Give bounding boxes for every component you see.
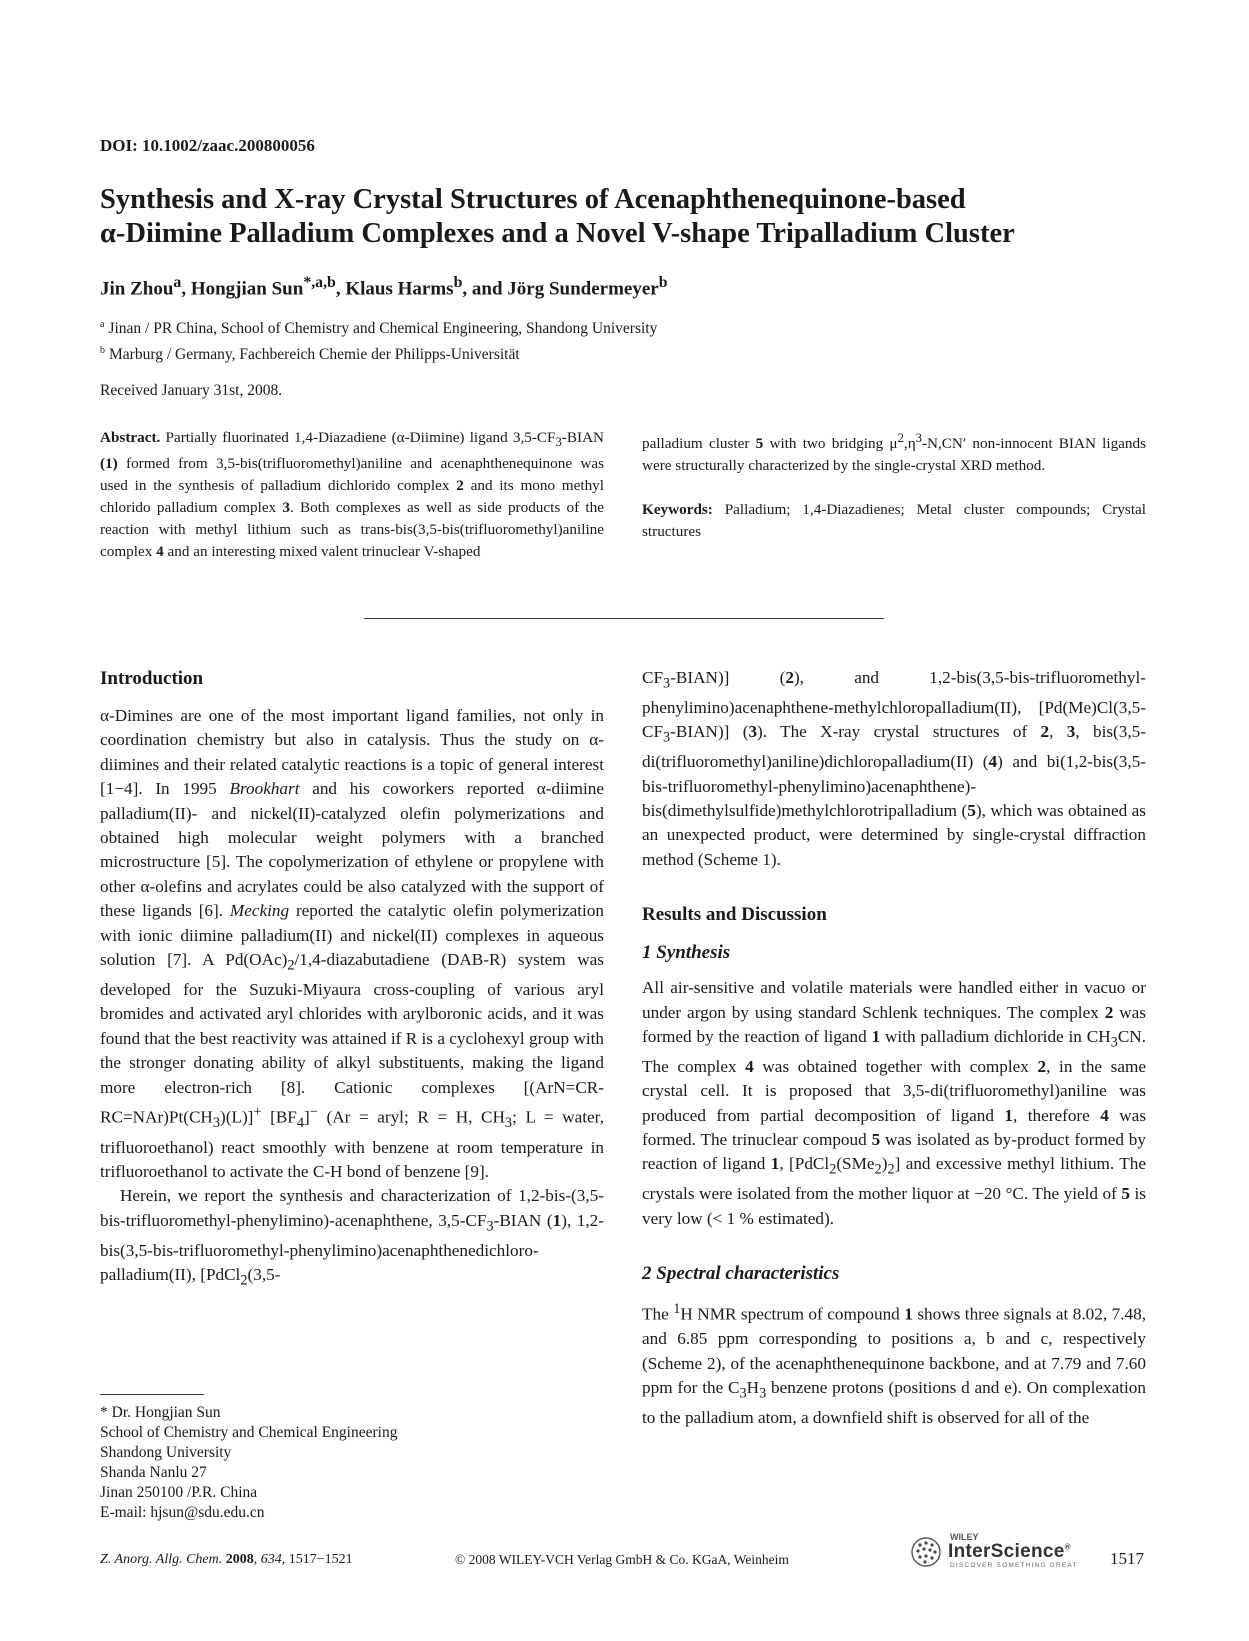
compound-number: 2 bbox=[785, 668, 794, 687]
interscience-logo bbox=[910, 1532, 1080, 1570]
article-title bbox=[100, 183, 1160, 251]
body-text: CF bbox=[642, 668, 664, 687]
body-text: ) bbox=[881, 1154, 888, 1174]
footnote-line: E-mail: hjsun@sdu.edu.cn bbox=[100, 1504, 265, 1521]
subscript: 2 bbox=[829, 1161, 837, 1178]
compound-number: 1 bbox=[770, 1154, 780, 1174]
author-name: Hongjian Sun bbox=[190, 278, 304, 300]
body-text: ), 1,2-bis(3,5-bis-trifluoromethyl-phenylimino)acenaphthenedichloro-palladium(II), [PdCl bbox=[100, 1210, 604, 1284]
abstract-continued bbox=[642, 427, 1146, 477]
doi: DOI: 10.1002/zaac.200800056 bbox=[100, 136, 315, 155]
journal-citation: Z. Anorg. Allg. Chem. 2008, 634, 1517−1521 bbox=[100, 1552, 353, 1567]
superscript: − bbox=[309, 1103, 318, 1120]
compound-number: 3 bbox=[282, 499, 290, 517]
left-column bbox=[100, 666, 604, 1293]
body-text: )(L)] bbox=[220, 1107, 254, 1127]
author-mark: b bbox=[658, 274, 668, 291]
body-text: ), and 1,2-bis(3,5-bis-trifluoromethyl-phenylimino)acenaphthene-methylchloropalladium(II), [Pd(Me)Cl(3,5-CF bbox=[642, 668, 1146, 742]
abstract-text: and an interesting mixed valent trinuclear V-shaped bbox=[163, 543, 481, 561]
synthesis-subheading: 1 Synthesis bbox=[642, 942, 731, 964]
intro-paragraph-1 bbox=[100, 704, 604, 1184]
body-text: H NMR spectrum of compound bbox=[680, 1304, 905, 1324]
compound-number: 1 bbox=[552, 1210, 562, 1230]
spacer bbox=[642, 1231, 1146, 1261]
compound-number: 4 bbox=[988, 752, 998, 772]
subscript: 3 bbox=[663, 675, 671, 692]
body-text: , [PdCl bbox=[779, 1154, 830, 1174]
affiliation-b bbox=[100, 340, 657, 366]
journal-volume: 634 bbox=[260, 1552, 282, 1567]
compound-number: 5 bbox=[871, 1130, 881, 1149]
author-name: Jin Zhou bbox=[100, 278, 174, 300]
body-text: All air-sensitive and volatile materials were handled either in vacuo or under argon by using standard Schlenk techniques. The complex bbox=[642, 978, 1146, 1022]
body-text: was formed. The trinuclear compoud bbox=[642, 1105, 1147, 1149]
body-text: /1,4-diazabutadiene (DAB-R) system was developed for the Suzuki-Miyaura cross-coupling of various aryl bromides and activated aryl chlorides with arylboronic acids, and it was found that the best reactivity was attained if R is a cyclohexyl group with the stronger donating ability of alkyl substituents, making the ligand more electron-rich [8]. Cationic complexes [(ArN=CR-RC=NAr)Pt(CH bbox=[100, 950, 605, 1127]
compound-number: 5 bbox=[755, 435, 764, 453]
compound-number: 2 bbox=[1104, 1002, 1114, 1022]
body-text: benzene protons (positions d and e). On complexation to the palladium atom, a downfield shift is observed for all of the bbox=[642, 1378, 1146, 1427]
body-text: -BIAN ( bbox=[493, 1210, 553, 1230]
compound-number: 5 bbox=[967, 800, 976, 820]
footnote-line: School of Chemistry and Chemical Engineering bbox=[100, 1424, 398, 1441]
subscript: 3 bbox=[663, 729, 671, 746]
body-text: was formed by the reaction of ligand bbox=[642, 1002, 1146, 1046]
logo-name-text: InterScience bbox=[948, 1541, 1065, 1562]
author-mark: b bbox=[453, 274, 463, 291]
spectral-subheading: 2 Spectral characteristics bbox=[642, 1263, 840, 1285]
subscript: 3 bbox=[555, 435, 562, 450]
author-ref: Brookhart bbox=[229, 779, 300, 799]
body-text: The bbox=[642, 1304, 674, 1324]
affiliation-text: Marburg / Germany, Fachbereich Chemie der Philipps-Universität bbox=[109, 346, 520, 364]
compound-number: 4 bbox=[745, 1056, 754, 1076]
subscript: 3 bbox=[486, 1218, 494, 1235]
body-text: CN. The complex bbox=[642, 1026, 1146, 1076]
spectral-paragraph bbox=[642, 1297, 1146, 1430]
abstract-text: with two bridging μ bbox=[763, 435, 898, 453]
compound-number: 2 bbox=[456, 477, 464, 495]
subscript: 3 bbox=[504, 1115, 513, 1132]
abstract-label: Abstract. bbox=[100, 429, 161, 446]
compound-number: 3 bbox=[748, 722, 758, 742]
journal-pages: 1517−1521 bbox=[288, 1552, 353, 1567]
subscript: 4 bbox=[296, 1115, 305, 1132]
body-text: ; L = water, trifluoroethanol) react smoothly with benzene at room temperature in trifluoroethanol to activate the C-H bond of benzene [9]. bbox=[100, 1107, 605, 1181]
compound-number: 3 bbox=[1066, 722, 1076, 742]
superscript: 3 bbox=[915, 431, 922, 445]
subscript: 2 bbox=[287, 957, 295, 974]
journal-year: 2008 bbox=[225, 1552, 254, 1567]
body-text: ] and excessive methyl lithium. The crystals were isolated from the mother liquor at −20 °C. The yield of bbox=[642, 1154, 1146, 1204]
keywords bbox=[642, 499, 1146, 543]
body-text: , bbox=[1049, 722, 1067, 742]
footnote-line: Shandong University bbox=[100, 1444, 232, 1461]
body-text: H bbox=[746, 1378, 760, 1398]
copyright: © 2008 WILEY-VCH Verlag GmbH & Co. KGaA, Weinheim bbox=[455, 1552, 789, 1567]
keywords-label: Keywords: bbox=[642, 501, 713, 519]
abstract-text: Partially fluorinated 1,4-Diazadiene (α-Diimine) ligand 3,5-CF bbox=[165, 429, 556, 446]
right-column bbox=[642, 666, 1146, 1430]
body-text: Herein, we report the synthesis and characterization of 1,2-bis-(3,5-bis-trifluoromethyl-phenylimino)-acenaphthene, 3,5-CF bbox=[100, 1186, 604, 1230]
footnote-line: * Dr. Hongjian Sun bbox=[100, 1404, 221, 1421]
superscript: 1 bbox=[673, 1301, 681, 1318]
author-ref: Mecking bbox=[229, 901, 290, 921]
abstract-text: -N,CN′ non-innocent BIAN ligands were structurally characterized by the single-crystal XRD method. bbox=[642, 435, 1147, 475]
affiliation-a bbox=[100, 314, 657, 340]
subscript: 2 bbox=[874, 1161, 882, 1178]
title-line-2: α-Diimine Palladium Complexes and a Novel V-shape Tripalladium Cluster bbox=[100, 218, 1015, 249]
keywords-text: Palladium; 1,4-Diazadienes; Metal cluster compounds; Crystal structures bbox=[642, 501, 1147, 541]
author-mark: *,a,b bbox=[303, 274, 336, 291]
superscript: 2 bbox=[897, 431, 904, 445]
compound-number: 1 bbox=[871, 1026, 881, 1046]
compound-number: 1 bbox=[904, 1304, 913, 1324]
body-text: ), which was obtained as an unexpected product, were determined by single-crystal diffraction method (Scheme 1). bbox=[642, 800, 1146, 869]
compound-number: 5 bbox=[1121, 1184, 1130, 1204]
results-heading: Results and Discussion bbox=[642, 904, 827, 926]
intro-paragraph-2 bbox=[100, 1184, 604, 1293]
body-text: was obtained together with complex bbox=[753, 1056, 1038, 1076]
body-text: ). The X-ray crystal structures of bbox=[757, 722, 1041, 742]
compound-number: 2 bbox=[1040, 722, 1050, 742]
logo-tagline: DISCOVER SOMETHING GREAT bbox=[950, 1562, 1078, 1569]
intro-paragraph-2-continued bbox=[642, 666, 1146, 872]
body-text: is very low (< 1 % estimated). bbox=[642, 1184, 1146, 1228]
body-text: shows three signals at 8.02, 7.48, and 6.85 ppm corresponding to positions a, b and c, respectively (Scheme 2), of the acenaphthenequinone backbone, and at 7.79 and 7.60 ppm for the C bbox=[642, 1304, 1146, 1398]
compound-number: (1) bbox=[100, 455, 118, 473]
introduction-heading: Introduction bbox=[100, 668, 204, 689]
body-text: , in the same crystal cell. It is proposed that 3,5-di(trifluoromethyl)aniline was produced from partial decomposition of ligand bbox=[642, 1056, 1146, 1125]
affiliations bbox=[100, 314, 657, 366]
subscript: 3 bbox=[759, 1385, 767, 1402]
spacer bbox=[642, 872, 1146, 902]
body-text: was isolated as by-product formed by reaction of ligand bbox=[642, 1130, 1146, 1174]
body-text: -BIAN)] ( bbox=[670, 722, 749, 742]
author-list: Jin Zhou$^a$, Hongjian Sun$^{*,a,b}$, Klaus Harms$^b$, and Jörg Sundermeyer$^b$ bbox=[100, 274, 668, 300]
corresponding-author-footnote bbox=[100, 1403, 397, 1523]
body-text: ] bbox=[304, 1107, 310, 1127]
journal-name: Z. Anorg. Allg. Chem. bbox=[100, 1552, 223, 1567]
affiliation-mark: a bbox=[100, 319, 105, 330]
abstract-text: . Both complexes as well as side products of the reaction with methyl lithium such as trans-bis(3,5-bis(trifluoromethyl)aniline complex bbox=[100, 499, 604, 561]
body-text: α-Dimines are one of the most important ligand families, not only in coordination chemistry but also in catalysis. Thus the study on α-diimines and their related catalytic reactions is a topic of general interest [1−4]. In 1995 bbox=[100, 706, 604, 799]
affiliation-text: Jinan / PR China, School of Chemistry and Chemical Engineering, Shandong University bbox=[108, 320, 658, 338]
body-text: (Ar = aryl; R = H, CH bbox=[317, 1107, 505, 1127]
subscript: 2 bbox=[240, 1272, 248, 1289]
compound-number: 4 bbox=[1100, 1105, 1109, 1125]
subscript: 2 bbox=[887, 1161, 895, 1178]
body-text: ) and bi(1,2-bis(3,5-bis-trifluoromethyl-phenylimino)acenaphthene)-bis(dimethylsulfide)methylchlorotripalladium ( bbox=[642, 752, 1146, 820]
body-text: , therefore bbox=[1013, 1105, 1101, 1125]
affiliation-mark: b bbox=[100, 345, 105, 357]
compound-number: 1 bbox=[1004, 1105, 1014, 1125]
received-date: Received January 31st, 2008. bbox=[100, 382, 283, 399]
page-number: 1517 bbox=[1110, 1549, 1144, 1568]
body-text: , bis(3,5-di(trifluoromethyl)aniline)dichloropalladium(II) ( bbox=[642, 722, 1146, 772]
body-text: -BIAN)] ( bbox=[670, 668, 786, 687]
globe-icon bbox=[910, 1536, 942, 1568]
compound-number: 2 bbox=[1037, 1056, 1047, 1076]
author-mark: a bbox=[173, 274, 182, 291]
footnote-line: Shanda Nanlu 27 bbox=[100, 1464, 207, 1481]
body-text: with palladium dichloride in CH bbox=[880, 1026, 1111, 1046]
footnote-divider bbox=[100, 1394, 204, 1395]
synthesis-paragraph bbox=[642, 976, 1146, 1231]
author-name: Klaus Harms bbox=[345, 278, 454, 300]
abstract-text: formed from 3,5-bis(trifluoromethyl)aniline and acenaphthenequinone was used in the synthesis of palladium dichlorido complex bbox=[100, 455, 604, 495]
abstract-left bbox=[100, 427, 604, 563]
footnote-line: Jinan 250100 /P.R. China bbox=[100, 1484, 258, 1501]
title-line-1: Synthesis and X-ray Crystal Structures of Acenaphthenequinone-based bbox=[100, 184, 966, 215]
body-text: and his coworkers reported α-diimine palladium(II)- and nickel(II)-catalyzed olefin polymerizations and obtained high molecular weight polymers with a branched microstructure [5]. The copolymerization of ethylene or propylene with other α-olefins and acrylates could be also catalyzed with the support of these ligands [6]. bbox=[100, 779, 604, 921]
logo-name bbox=[948, 1541, 1071, 1563]
abstract-text: ,η bbox=[903, 435, 916, 453]
subscript: 3 bbox=[212, 1115, 220, 1132]
abstract-text: -BIAN bbox=[561, 429, 605, 446]
body-text: (3,5- bbox=[247, 1264, 281, 1284]
compound-number: 4 bbox=[156, 543, 164, 561]
logo-registered-mark: ® bbox=[1064, 1542, 1071, 1552]
superscript: + bbox=[253, 1103, 262, 1120]
body-text: reported the catalytic olefin polymerization with ionic diimine palladium(II) and nickel(II) complexes in aqueous solution [7]. A Pd(OAc) bbox=[100, 901, 605, 970]
abstract-right bbox=[642, 427, 1146, 543]
author-name: and Jörg Sundermeyer bbox=[471, 278, 659, 300]
abstract-text: and its mono methyl chlorido palladium complex bbox=[100, 477, 604, 517]
abstract-text: palladium cluster bbox=[642, 435, 756, 453]
body-text: [BF bbox=[261, 1107, 297, 1127]
abstract-divider bbox=[364, 618, 884, 619]
body-text: (SMe bbox=[836, 1154, 875, 1174]
subscript: 3 bbox=[739, 1385, 747, 1402]
logo-wiley: WILEY bbox=[950, 1532, 979, 1542]
subscript: 3 bbox=[1110, 1034, 1118, 1051]
